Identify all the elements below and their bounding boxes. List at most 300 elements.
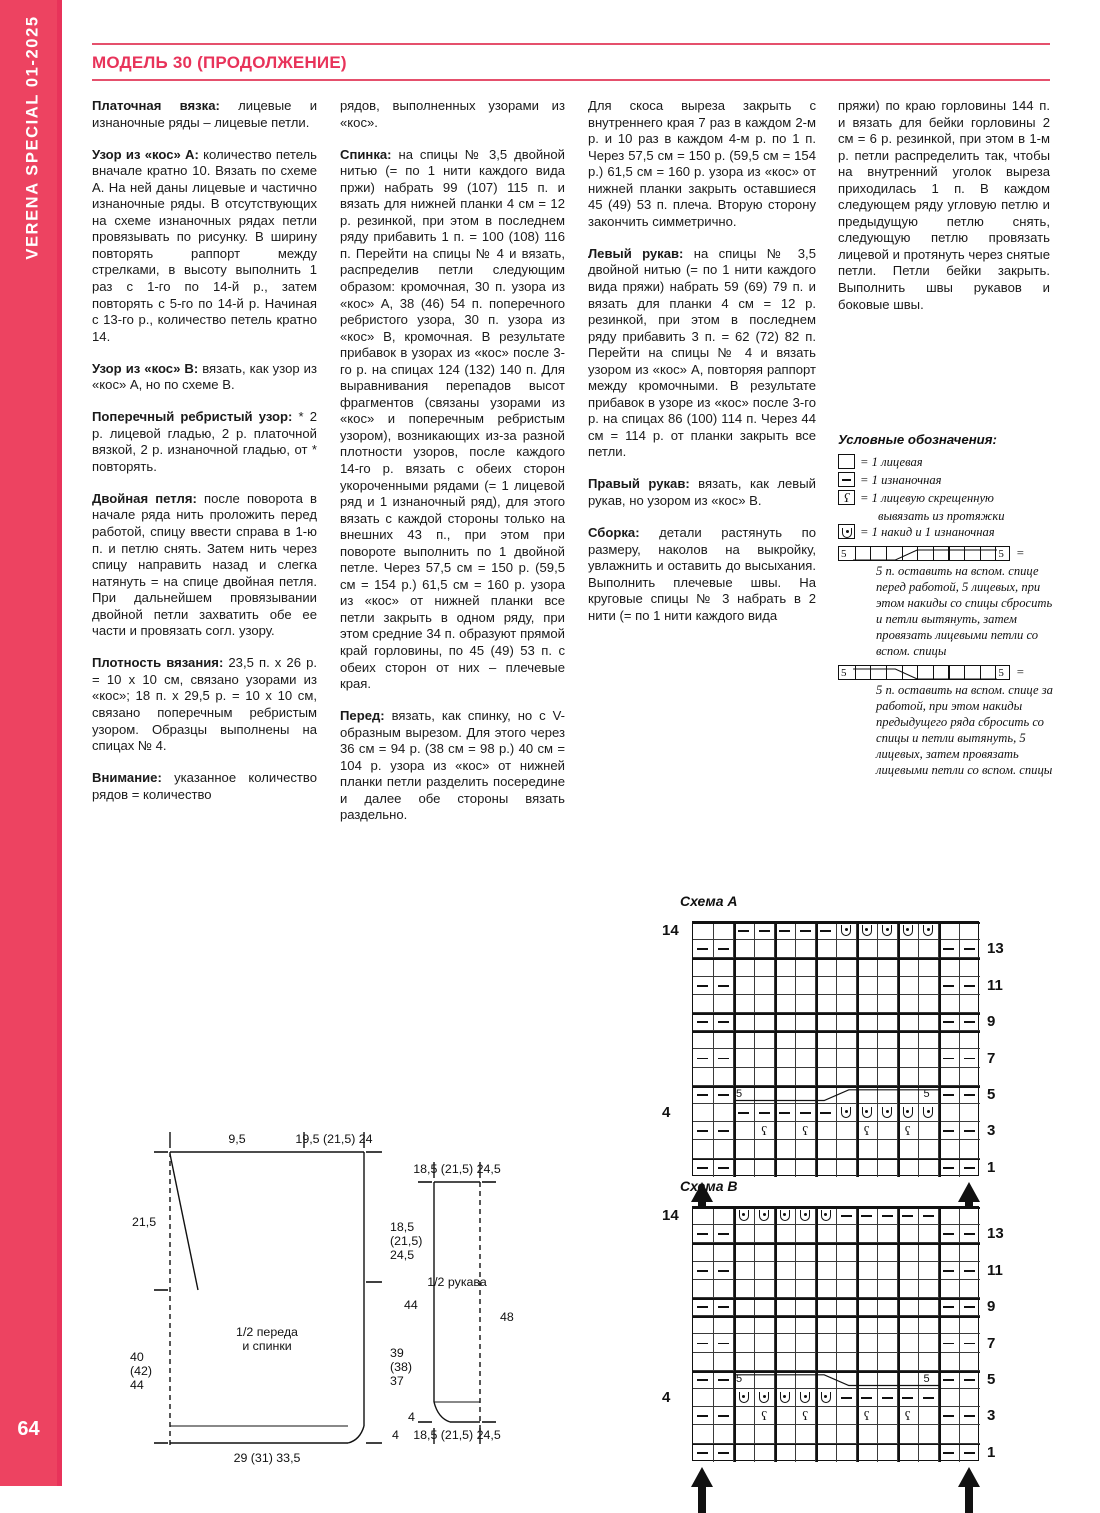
- paragraph: Правый рукав: вязать, как левый рукав, но узором из «кос» В.: [588, 476, 816, 509]
- chart-cell: [837, 1262, 858, 1280]
- chart-cell: [734, 1225, 755, 1243]
- chart-cell: [898, 977, 919, 995]
- chart-cell: [898, 995, 919, 1013]
- legend-cable-symbol: [838, 545, 1053, 561]
- chart-cell: [939, 1298, 960, 1316]
- chart-cell: [796, 1407, 817, 1425]
- chart-cell: [857, 1243, 878, 1261]
- chart-cell: [714, 1122, 735, 1140]
- chart-cell: [816, 1243, 837, 1261]
- chart-cell: [939, 1049, 960, 1067]
- purl-stitch-icon: [943, 1452, 954, 1454]
- chart-cell: [714, 1389, 735, 1407]
- chart-cell: [775, 1262, 796, 1280]
- purl-stitch-icon: [861, 1397, 872, 1399]
- chart-cell: [734, 1243, 755, 1261]
- paragraph-lead: Поперечный ребристый узор:: [92, 409, 293, 425]
- chart-grid: [692, 1206, 979, 1461]
- chart-cell: [714, 1031, 735, 1049]
- chart-cell: [919, 1407, 940, 1425]
- chart-cell: [960, 1122, 981, 1140]
- chart-cell: [693, 1104, 714, 1122]
- cable-right-count-label: 5: [923, 1372, 930, 1385]
- chart-cell: [898, 1031, 919, 1049]
- chart-cell: [837, 1425, 858, 1443]
- twisted-stitch-icon: ʕ: [761, 1122, 768, 1138]
- legend-yarnover-purl-icon: [838, 524, 855, 539]
- purl-stitch-icon: [902, 1215, 913, 1217]
- purl-stitch-icon: [943, 1233, 954, 1235]
- chart-cell: [939, 1407, 960, 1425]
- chart-cell: [796, 922, 817, 940]
- chart-cell: [939, 1207, 960, 1225]
- chart-cell: [734, 1334, 755, 1352]
- legend-twisted-icon: [838, 490, 855, 505]
- purl-stitch-icon: [718, 1233, 729, 1235]
- chart-cell: [898, 1407, 919, 1425]
- chart-cell: [857, 1122, 878, 1140]
- chart-cell: [734, 1049, 755, 1067]
- chart-cell: [939, 1159, 960, 1177]
- chart-row-separator: [693, 1207, 980, 1209]
- chart-cell: [898, 1013, 919, 1031]
- schematic-diagrams: [92, 1110, 592, 1465]
- chart-cell: [693, 1262, 714, 1280]
- chart-cell: [939, 1031, 960, 1049]
- chart-title: Схема А: [680, 893, 738, 909]
- chart-cell: [714, 1407, 735, 1425]
- chart-cell: [816, 1104, 837, 1122]
- chart-cell: [816, 1031, 837, 1049]
- chart-cell: [693, 1243, 714, 1261]
- chart-cell: [878, 1068, 899, 1086]
- body-hem-height: 4: [392, 1428, 399, 1442]
- purl-stitch-icon: [882, 1397, 893, 1399]
- purl-stitch-icon: [697, 1130, 708, 1132]
- chart-cell: [960, 1444, 981, 1462]
- chart-cell: [693, 1298, 714, 1316]
- chart-cell: [878, 1104, 899, 1122]
- purl-stitch-icon: [697, 1343, 708, 1345]
- chart-cell: [755, 1104, 776, 1122]
- chart-cell: [837, 1086, 858, 1104]
- chart-cell: [837, 1353, 858, 1371]
- chart-cell: [734, 1298, 755, 1316]
- chart-cell: [714, 1049, 735, 1067]
- purl-stitch-icon: [697, 948, 708, 950]
- chart-cell: [796, 1140, 817, 1158]
- cable-right-count: 5: [998, 547, 1004, 560]
- chart-cell: [775, 1407, 796, 1425]
- chart-cell: [734, 1407, 755, 1425]
- chart-col-separator: [775, 922, 777, 1177]
- chart-cell: [714, 1371, 735, 1389]
- side-rail-edge: [57, 0, 62, 1486]
- purl-stitch-icon: [718, 1452, 729, 1454]
- paragraph: Узор из «кос» А: количество петель вначале кратно 10. Вязать по схеме А. На ней даны лицевые и частично изнаночные ряды. В отсутствующих на схеме изнаночных рядах петли провязывать по рисунку. В ширину повторять раппорт между стрелками, в высоту выполнить 1 раз с 1-го по 14-й р., затем повторять с 5-го по 14-й р. Начиная с 13-го р., количество петель кратно 14.: [92, 146, 317, 344]
- chart-cell: [878, 1122, 899, 1140]
- chart-cell: [734, 1444, 755, 1462]
- chart-cell: [837, 958, 858, 976]
- legend-text: = 1 изнаночная: [860, 473, 942, 487]
- chart-cell: [775, 1122, 796, 1140]
- purl-stitch-icon: [718, 1021, 729, 1023]
- chart-cell: [816, 977, 837, 995]
- chart-cell: [693, 1207, 714, 1225]
- purl-stitch-icon: [943, 1058, 954, 1060]
- chart-cell: [898, 940, 919, 958]
- chart-cell: [693, 958, 714, 976]
- paragraph-lead: Правый рукав:: [588, 476, 690, 492]
- purl-stitch-icon: [800, 1112, 811, 1114]
- twisted-stitch-icon: ʕ: [802, 1407, 809, 1423]
- chart-cell: [960, 1243, 981, 1261]
- cable-left-count: 5: [841, 547, 847, 560]
- body-left-lower-height: 40 (42) 44: [130, 1350, 153, 1392]
- chart-cell: [693, 1225, 714, 1243]
- chart-cell: [796, 1353, 817, 1371]
- purl-stitch-icon: [902, 1397, 913, 1399]
- text-column-2: [340, 98, 565, 824]
- cable-left-count-label: 5: [736, 1087, 743, 1100]
- chart-cell: [898, 1262, 919, 1280]
- legend-row: [838, 454, 1053, 470]
- chart-cell: [898, 1207, 919, 1225]
- chart-cell: [837, 1225, 858, 1243]
- chart-cell: [919, 1159, 940, 1177]
- chart-cell: [960, 940, 981, 958]
- chart-cell: [714, 1013, 735, 1031]
- cable-grid: [838, 665, 1010, 680]
- paragraph-lead: Сборка:: [588, 525, 640, 541]
- chart-cell: [857, 922, 878, 940]
- chart-cell: [960, 1207, 981, 1225]
- purl-stitch-icon: [800, 930, 811, 932]
- chart-cell: [837, 1316, 858, 1334]
- chart-cell: [857, 1140, 878, 1158]
- chart-col-separator: [898, 922, 900, 1177]
- purl-stitch-icon: [820, 930, 831, 932]
- chart-cell: [775, 1013, 796, 1031]
- chart-cell: [878, 1207, 899, 1225]
- chart-row-label-11: 11: [987, 1261, 1003, 1279]
- purl-stitch-icon: [697, 1167, 708, 1169]
- chart-cell: [714, 1353, 735, 1371]
- chart-cell: [775, 1353, 796, 1371]
- chart-cell: [755, 1262, 776, 1280]
- chart-cell: [734, 1031, 755, 1049]
- chart-cell: [960, 1086, 981, 1104]
- purl-stitch-icon: [964, 1306, 975, 1308]
- chart-cell: [960, 958, 981, 976]
- purl-stitch-icon: [718, 1415, 729, 1417]
- chart-cell: [837, 1013, 858, 1031]
- paragraph-lead: Узор из «кос» В:: [92, 360, 199, 376]
- chart-cell: [919, 1122, 940, 1140]
- chart-cell: [939, 1334, 960, 1352]
- chart-cell: [919, 940, 940, 958]
- chart-cell: [816, 1298, 837, 1316]
- purl-stitch-icon: [697, 985, 708, 987]
- chart-cell: [919, 1298, 940, 1316]
- purl-stitch-icon: [697, 1379, 708, 1381]
- chart-row-label-3: 3: [987, 1407, 996, 1425]
- purl-stitch-icon: [964, 1379, 975, 1381]
- chart-cell: [775, 1389, 796, 1407]
- chart-cell: [796, 1049, 817, 1067]
- chart-cell: [939, 1444, 960, 1462]
- chart-col-separator: [734, 922, 736, 1177]
- chart-cell: [857, 1262, 878, 1280]
- chart-cell: [796, 1425, 817, 1443]
- chart-col-separator: [939, 922, 941, 1177]
- chart-cell: [693, 1371, 714, 1389]
- paragraph: Внимание: указанное количество рядов = количество: [92, 770, 317, 802]
- chart-cell: [878, 1086, 899, 1104]
- chart-cell: [837, 1407, 858, 1425]
- chart-cell: [939, 1104, 960, 1122]
- chart-cell: [878, 1389, 899, 1407]
- chart-cell: [775, 1031, 796, 1049]
- chart-cell: [693, 1122, 714, 1140]
- chart-col-separator: [857, 922, 859, 1177]
- body-bottom-width: 29 (31) 33,5: [233, 1451, 301, 1465]
- chart-cell: [878, 958, 899, 976]
- purl-stitch-icon: [841, 1397, 852, 1399]
- cable-description: 5 п. оставить на вспом. спице перед работой, 5 лицевых, при этом накиды со спицы сбросить и петли вытянуть, затем провязать лицевыми петли со вспом. спицы: [876, 564, 1053, 658]
- chart-cell: [960, 1334, 981, 1352]
- purl-stitch-icon: [697, 1058, 708, 1060]
- paragraph: Перед: вязать, как спинку, но с V-образным вырезом. Для этого через 36 см = 94 р. (38 см = 98 р.) 40 см = 104 р. узора из «кос» от нижней планки петли разделить посередине и далее обе стороны вязать раздельно.: [340, 708, 565, 823]
- chart-cell: [755, 958, 776, 976]
- chart-cell: [837, 1371, 858, 1389]
- chart-cell: [693, 1068, 714, 1086]
- chart-cell: [775, 958, 796, 976]
- chart-body: [660, 1206, 1007, 1513]
- chart-cell: [734, 977, 755, 995]
- paragraph: Сборка: детали растянуть по размеру, наколов на выкройку, увлажнить и оставить до высыхания. Выполнить плечевые швы. На круговые спицы № 3 набрать в 2 нити (= по 1 нити каждого вида: [588, 525, 816, 623]
- legend-row: [838, 472, 1053, 488]
- chart-cell: [857, 1389, 878, 1407]
- purl-stitch-icon: [697, 1021, 708, 1023]
- chart-cell: [960, 1049, 981, 1067]
- chart-cell: [775, 1298, 796, 1316]
- chart-cell: [878, 1353, 899, 1371]
- chart-cell: [693, 1280, 714, 1298]
- cable-equals-sign: =: [1016, 546, 1025, 560]
- chart-cell: [693, 922, 714, 940]
- sleeve-bottom-width: 18,5 (21,5) 24,5: [413, 1428, 501, 1442]
- chart-row-separator: [693, 922, 980, 924]
- chart-cell: [714, 1316, 735, 1334]
- chart-cell: [857, 1444, 878, 1462]
- chart-col-separator: [939, 1207, 941, 1462]
- chart-cell: [693, 1425, 714, 1443]
- chart-cell: [960, 1371, 981, 1389]
- paragraph: Узор из «кос» В: вязать, как узор из «кос» А, но по схеме В.: [92, 360, 318, 393]
- purl-stitch-icon: [964, 1343, 975, 1345]
- chart-cell: [714, 1086, 735, 1104]
- chart-cell: [878, 1298, 899, 1316]
- chart-cell: [837, 940, 858, 958]
- twisted-stitch-icon: ʕ: [802, 1122, 809, 1138]
- chart-cell: [960, 1068, 981, 1086]
- purl-stitch-icon: [759, 930, 770, 932]
- chart-cell: [816, 1207, 837, 1225]
- chart-cell: [837, 1207, 858, 1225]
- purl-stitch-icon: [718, 1306, 729, 1308]
- chart-cell: [837, 1280, 858, 1298]
- chart-cell: [755, 1225, 776, 1243]
- chart-cell: [857, 1031, 878, 1049]
- chart-col-separator: [857, 1207, 859, 1462]
- paragraph-lead: Перед:: [340, 708, 385, 724]
- chart-cell: [755, 1031, 776, 1049]
- chart-cell: [693, 1031, 714, 1049]
- purl-stitch-icon: [718, 1343, 729, 1345]
- chart-cell: [755, 922, 776, 940]
- purl-stitch-icon: [697, 1270, 708, 1272]
- schematic-path: [434, 1402, 450, 1422]
- chart-cell: [919, 1243, 940, 1261]
- chart-cell: [857, 1049, 878, 1067]
- chart-cell: [919, 1207, 940, 1225]
- purl-stitch-icon: [964, 1270, 975, 1272]
- chart-cell: [796, 940, 817, 958]
- cable-grid: [838, 546, 1010, 561]
- chart-cell: [755, 940, 776, 958]
- chart-cell: [714, 1425, 735, 1443]
- chart-cell: [714, 1444, 735, 1462]
- header-rule-bottom: [92, 79, 1050, 81]
- chart-cell: [878, 977, 899, 995]
- chart-cell: [816, 1389, 837, 1407]
- legend-items: [838, 454, 1053, 540]
- chart-cell: [816, 1353, 837, 1371]
- chart-cell: [919, 1280, 940, 1298]
- chart-cell: [960, 1298, 981, 1316]
- chart-cell: [919, 977, 940, 995]
- chart-cell: [775, 1068, 796, 1086]
- text-column-1: [92, 98, 317, 803]
- chart-cell: [796, 958, 817, 976]
- chart-cell: [816, 1049, 837, 1067]
- chart-cell: [816, 1262, 837, 1280]
- paragraph: Для скоса выреза закрыть с внутреннего края 7 раз в каждом 2-м р. и 10 раз в каждом 4-м р. по 1 п. Через 57,5 см = 150 р. (59,5 см = 154 р.) 61,5 см = 160 р. узора из «кос» от нижней планки закрыть оставшиеся 45 (49) 53 п. плеча. Вторую сторону закончить симметрично.: [588, 98, 816, 229]
- legend-title: Условные обозначения:: [838, 432, 997, 447]
- chart-cell: [734, 1104, 755, 1122]
- purl-stitch-icon: [964, 1058, 975, 1060]
- chart-cell: [796, 1104, 817, 1122]
- chart-cell: [939, 1371, 960, 1389]
- chart-cell: [796, 1280, 817, 1298]
- purl-stitch-icon: [964, 985, 975, 987]
- cable-right-count-label: 5: [923, 1087, 930, 1100]
- chart-cell: [857, 1353, 878, 1371]
- chart-cell: [960, 1104, 981, 1122]
- purl-stitch-icon: [943, 1130, 954, 1132]
- chart-cell: [796, 1371, 817, 1389]
- page-title: МОДЕЛЬ 30 (ПРОДОЛЖЕНИЕ): [92, 53, 347, 72]
- purl-stitch-icon: [738, 1112, 749, 1114]
- chart-cell: [939, 940, 960, 958]
- paragraph-lead: Плотность вязания:: [92, 655, 224, 671]
- chart-row-separator: [693, 1031, 980, 1033]
- chart-cell: [755, 1316, 776, 1334]
- chart-cell: [775, 1104, 796, 1122]
- chart-cell: [857, 1298, 878, 1316]
- chart-row-label-13: 13: [987, 1225, 1004, 1243]
- cable-description: 5 п. оставить на вспом. спице за работой, при этом накиды предыдущего ряда сбросить со спицы и петли вытянуть, 5 лицевых, затем провязать лицевыми петли со вспом. спицы: [876, 683, 1053, 777]
- chart-cell: [775, 1444, 796, 1462]
- chart-cell: [755, 1298, 776, 1316]
- purl-stitch-icon: [943, 1021, 954, 1023]
- chart-cell: [939, 1353, 960, 1371]
- paragraph-lead: Левый рукав:: [588, 245, 684, 261]
- chart-cell: [898, 1159, 919, 1177]
- purl-stitch-icon: [923, 1397, 934, 1399]
- chart-cell: [960, 1013, 981, 1031]
- chart-cell: [939, 977, 960, 995]
- chart-cell: [878, 995, 899, 1013]
- chart-cell: [898, 1389, 919, 1407]
- chart-cell: [775, 1280, 796, 1298]
- chart-cell: [960, 1262, 981, 1280]
- chart-cell: [714, 1243, 735, 1261]
- chart-cell: [837, 1104, 858, 1122]
- chart-cell: [878, 1049, 899, 1067]
- chart-cell: [898, 922, 919, 940]
- chart-row-separator: [693, 1013, 980, 1015]
- purl-stitch-icon: [964, 1130, 975, 1132]
- chart-cell: [878, 1243, 899, 1261]
- chart-cell: [878, 1262, 899, 1280]
- schematic-svg: [92, 1110, 592, 1450]
- cable-left-count-label: 5: [736, 1372, 743, 1385]
- chart-cell: [919, 1334, 940, 1352]
- chart-cell: [775, 1049, 796, 1067]
- chart-cell: [878, 1280, 899, 1298]
- chart-cell: [939, 1013, 960, 1031]
- chart-row-label-5: 5: [987, 1370, 996, 1388]
- chart-cell: [898, 1049, 919, 1067]
- chart-cell: [960, 1159, 981, 1177]
- purl-stitch-icon: [943, 1094, 954, 1096]
- chart-row-label-11: 11: [987, 976, 1003, 994]
- legend-text-continued: вывязать из протяжки: [878, 509, 1005, 523]
- chart-cell: [919, 1068, 940, 1086]
- chart-row-label-7: 7: [987, 1334, 996, 1352]
- chart-cell: [816, 1444, 837, 1462]
- chart-cell: [816, 940, 837, 958]
- paragraph: Платочная вязка: лицевые и изнаночные ряды – лицевые петли.: [92, 98, 318, 130]
- twisted-stitch-icon: ʕ: [904, 1122, 911, 1138]
- legend-knit-icon: [838, 454, 855, 469]
- sleeve-hem-height: 4: [408, 1410, 415, 1424]
- chart-cell: [857, 1013, 878, 1031]
- chart-cell: [878, 1316, 899, 1334]
- chart-cell: [960, 1425, 981, 1443]
- chart-cell: [816, 922, 837, 940]
- chart-row-label-4: 4: [662, 1104, 671, 1122]
- chart-row-label-9: 9: [987, 1298, 996, 1316]
- chart-cell: [898, 1371, 919, 1389]
- chart-cell: [919, 958, 940, 976]
- chart-cell: [693, 1334, 714, 1352]
- chart-cell: [960, 977, 981, 995]
- schematic-line: [170, 1154, 198, 1290]
- chart-cell: [857, 1425, 878, 1443]
